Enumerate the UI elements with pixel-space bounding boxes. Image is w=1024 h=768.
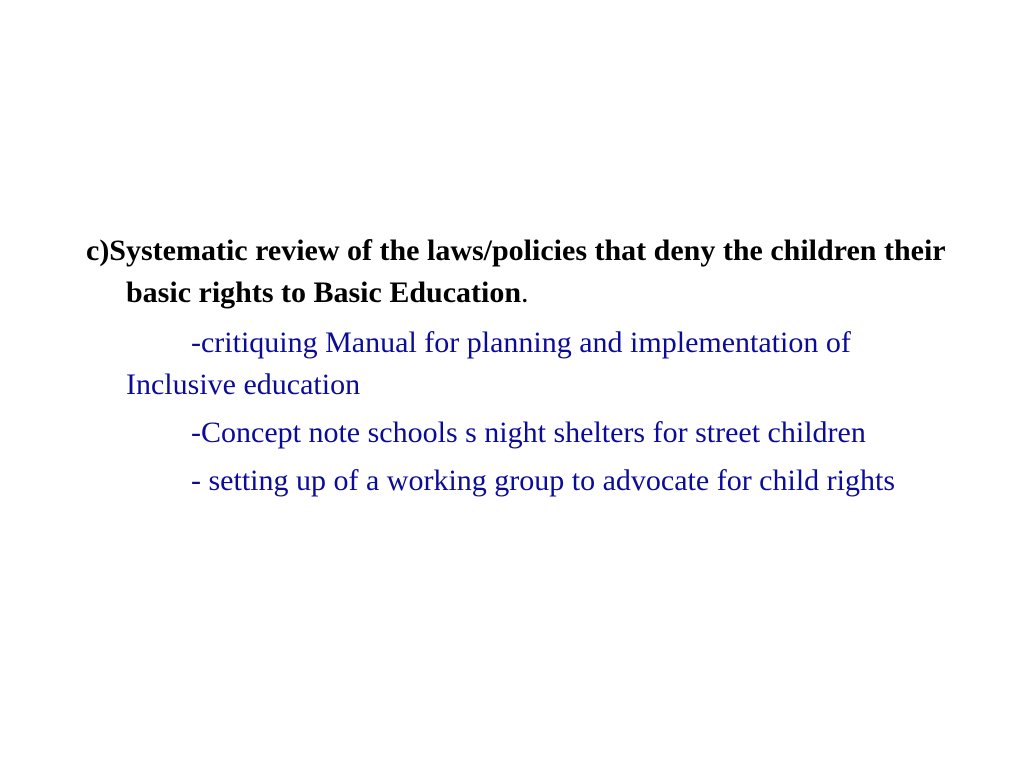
sub-item-manual: -critiquing Manual for planning and implementation of Inclusive education: [126, 326, 851, 401]
sub-item-working-group: - setting up of a working group to advocate for child rights: [191, 464, 896, 497]
slide-content: [86, 230, 956, 508]
sub-item-concept-note: -Concept note schools s night shelters for street children: [191, 416, 866, 449]
heading-text: c)Systematic review of the laws/policies that deny the children their basic rights to Basic Education: [86, 234, 946, 309]
heading-paragraph: [86, 230, 956, 314]
heading-period: .: [521, 276, 529, 309]
